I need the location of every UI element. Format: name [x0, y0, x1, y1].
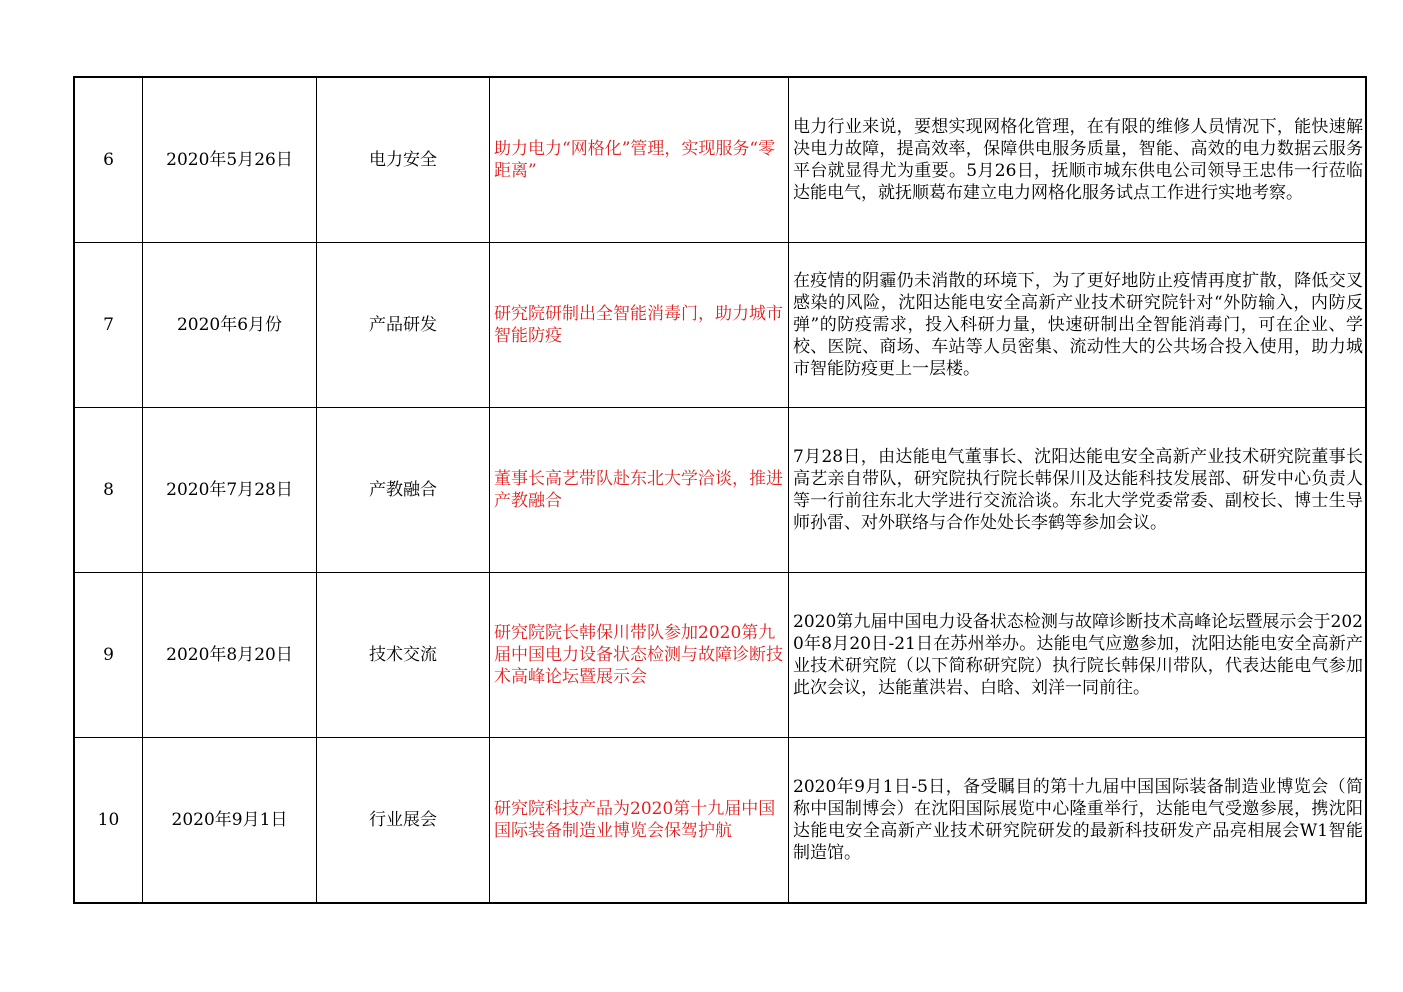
row-category: 产教融合 [317, 408, 490, 573]
row-number: 8 [74, 408, 143, 573]
row-category: 电力安全 [317, 77, 490, 243]
row-title: 研究院科技产品为2020第十九届中国国际装备制造业博览会保驾护航 [490, 738, 789, 904]
row-description: 在疫情的阴霾仍未消散的环境下，为了更好地防止疫情再度扩散，降低交叉感染的风险，沈阳达能电安全高新产业技术研究院针对“外防输入，内防反弹”的防疫需求，投入科研力量，快速研制出全智能消毒门，可在企业、学校、医院、商场、车站等人员密集、流动性大的公共场合投入使用，助力城市智能防疫更上一层楼。 [789, 243, 1367, 408]
table-row [74, 243, 1366, 408]
row-category: 产品研发 [317, 243, 490, 408]
table-row [74, 77, 1366, 243]
row-description: 2020第九届中国电力设备状态检测与故障诊断技术高峰论坛暨展示会于2020年8月20日-21日在苏州举办。达能电气应邀参加，沈阳达能电安全高新产业技术研究院（以下简称研究院）执行院长韩保川带队，代表达能电气参加此次会议，达能董洪岩、白晗、刘洋一同前往。 [789, 573, 1367, 738]
row-description: 电力行业来说，要想实现网格化管理，在有限的维修人员情况下，能快速解决电力故障，提高效率，保障供电服务质量，智能、高效的电力数据云服务平台就显得尤为重要。5月26日，抚顺市城东供电公司领导王忠伟一行莅临达能电气，就抚顺葛布建立电力网格化服务试点工作进行实地考察。 [789, 77, 1367, 243]
table-row [74, 408, 1366, 573]
row-number: 10 [74, 738, 143, 904]
row-date: 2020年7月28日 [143, 408, 317, 573]
row-date: 2020年5月26日 [143, 77, 317, 243]
row-number: 6 [74, 77, 143, 243]
row-title: 助力电力“网格化”管理，实现服务“零距离” [490, 77, 789, 243]
row-description: 2020年9月1日-5日，备受瞩目的第十九届中国国际装备制造业博览会（简称中国制博会）在沈阳国际展览中心隆重举行，达能电气受邀参展，携沈阳达能电安全高新产业技术研究院研发的最新科技研发产品亮相展会W1智能制造馆。 [789, 738, 1367, 904]
row-category: 技术交流 [317, 573, 490, 738]
row-description: 7月28日，由达能电气董事长、沈阳达能电安全高新产业技术研究院董事长高艺亲自带队，研究院执行院长韩保川及达能科技发展部、研发中心负责人等一行前往东北大学进行交流洽谈。东北大学党委常委、副校长、博士生导师孙雷、对外联络与合作处处长李鹤等参加会议。 [789, 408, 1367, 573]
row-category: 行业展会 [317, 738, 490, 904]
row-date: 2020年9月1日 [143, 738, 317, 904]
row-date: 2020年6月份 [143, 243, 317, 408]
table-row [74, 573, 1366, 738]
row-title: 研究院研制出全智能消毒门，助力城市智能防疫 [490, 243, 789, 408]
row-date: 2020年8月20日 [143, 573, 317, 738]
row-title: 研究院院长韩保川带队参加2020第九届中国电力设备状态检测与故障诊断技术高峰论坛暨展示会 [490, 573, 789, 738]
row-number: 9 [74, 573, 143, 738]
row-title: 董事长高艺带队赴东北大学洽谈，推进产教融合 [490, 408, 789, 573]
table-row [74, 738, 1366, 904]
row-number: 7 [74, 243, 143, 408]
events-table [73, 76, 1367, 904]
